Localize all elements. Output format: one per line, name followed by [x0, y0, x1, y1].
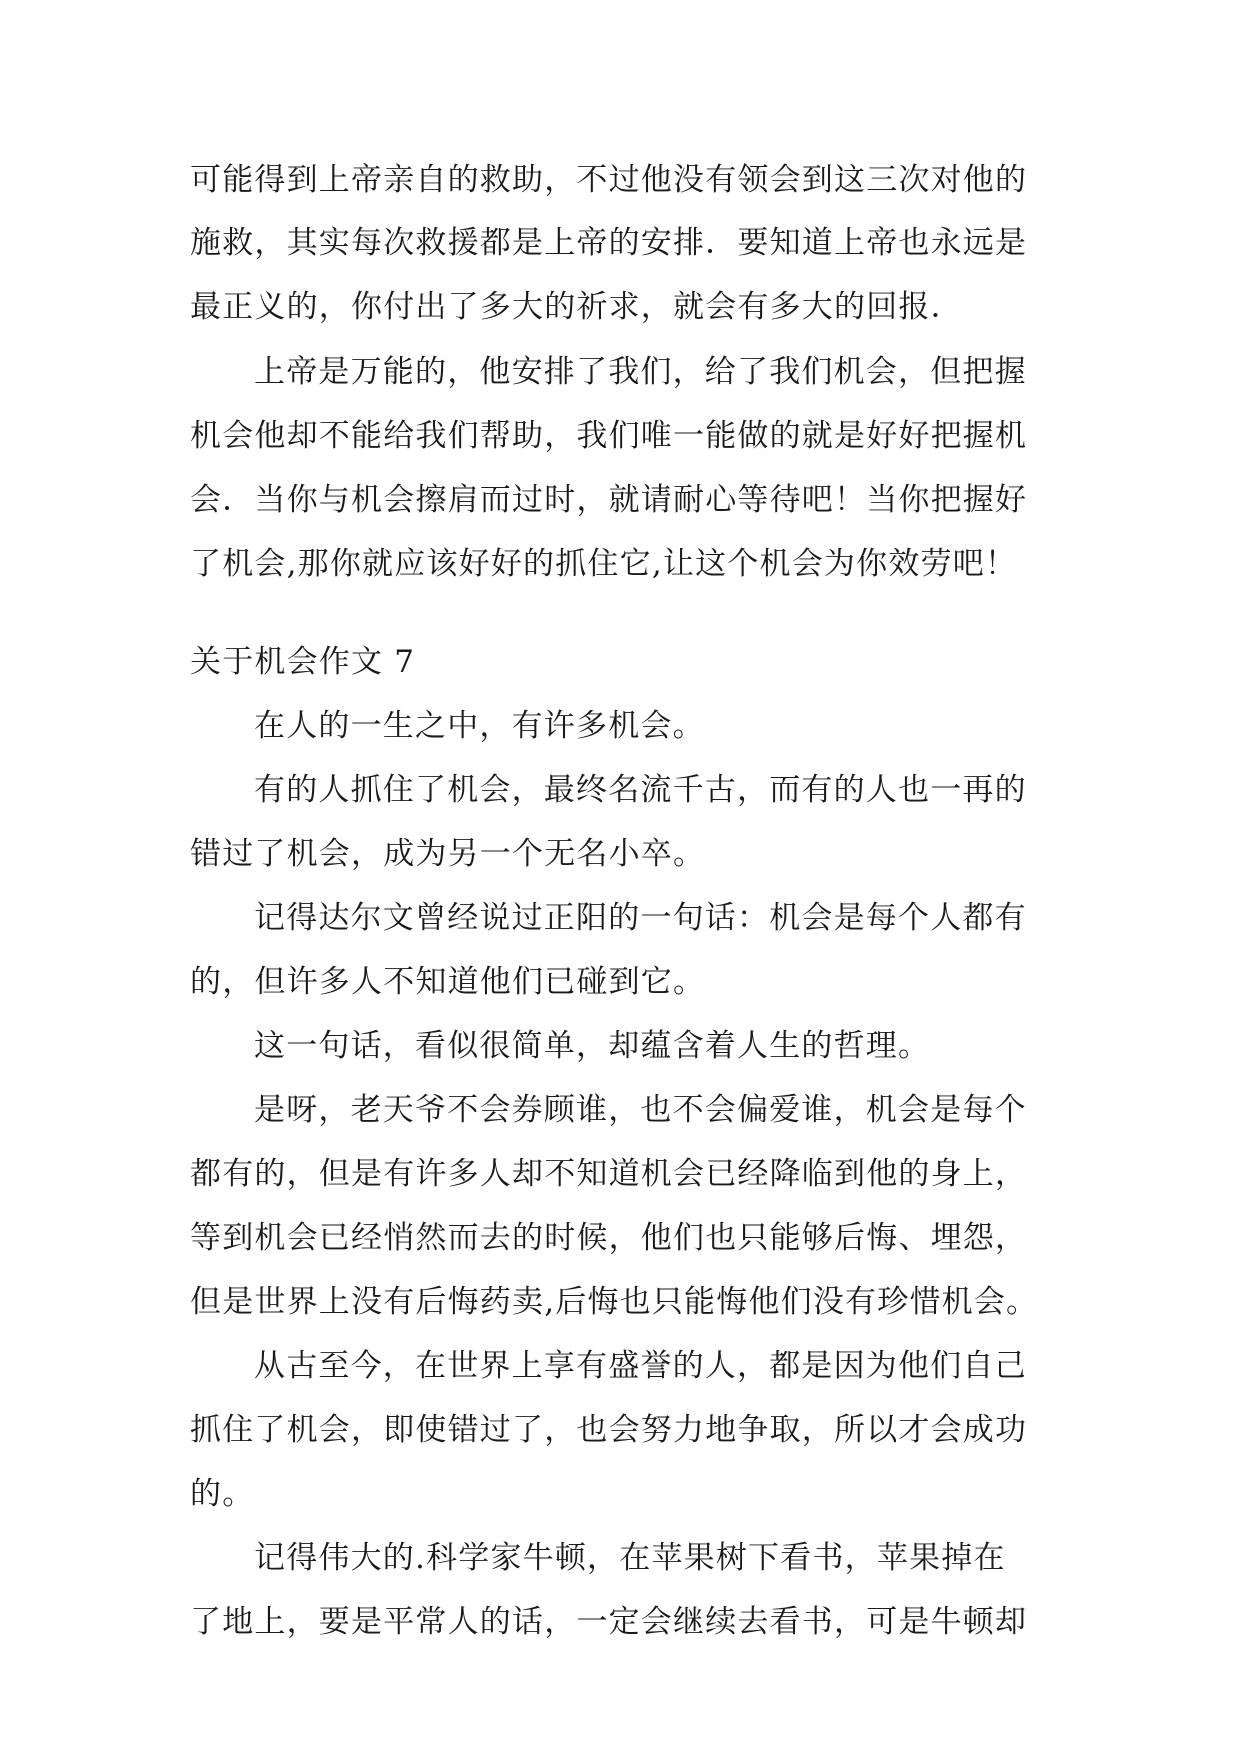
text-line: 会．当你与机会擦肩而过时，就请耐心等待吧！当你把握好: [190, 482, 1028, 518]
text-line: 的。: [190, 1476, 255, 1512]
text-line: 了机会,那你就应该好好的抓住它,让这个机会为你效劳吧！: [190, 546, 1018, 582]
paragraph-first-line: 记得达尔文曾经说过正阳的一句话：机会是每个人都有: [254, 900, 1027, 936]
text-line: 但是世界上没有后悔药卖,后悔也只能悔他们没有珍惜机会。: [190, 1284, 1039, 1320]
section-heading: 关于机会作文 7: [190, 644, 416, 680]
text-line: 最正义的，你付出了多大的祈求，就会有多大的回报．: [190, 289, 963, 325]
text-line: 都有的，但是有许多人却不知道机会已经降临到他的身上，: [190, 1156, 1028, 1192]
paragraph-first-line: 从古至今，在世界上享有盛誉的人，都是因为他们自己: [254, 1348, 1027, 1384]
paragraph-first-line: 是呀，老天爷不会券顾谁，也不会偏爱谁，机会是每个: [254, 1092, 1027, 1128]
paragraph-first-line: 这一句话，看似很简单，却蕴含着人生的哲理。: [254, 1028, 931, 1064]
text-line: 了地上，要是平常人的话，一定会继续去看书，可是牛顿却: [190, 1604, 1028, 1640]
text-line: 机会他却不能给我们帮助，我们唯一能做的就是好好把握机: [190, 418, 1028, 454]
text-line: 抓住了机会，即使错过了，也会努力地争取，所以才会成功: [190, 1412, 1028, 1448]
text-line: 施救，其实每次救援都是上帝的安排．要知道上帝也永远是: [190, 225, 1028, 261]
paragraph-first-line: 在人的一生之中，有许多机会。: [254, 708, 705, 744]
text-line: 等到机会已经悄然而去的时候，他们也只能够后悔、埋怨，: [190, 1220, 1028, 1256]
paragraph-first-line: 记得伟大的.科学家牛顿，在苹果树下看书，苹果掉在: [254, 1540, 1006, 1576]
text-line: 错过了机会，成为另一个无名小卒。: [190, 836, 706, 872]
paragraph-first-line: 上帝是万能的，他安排了我们，给了我们机会，但把握: [254, 354, 1027, 390]
text-line: 的，但许多人不知道他们已碰到它。: [190, 964, 706, 1000]
text-line: 可能得到上帝亲自的救助，不过他没有领会到这三次对他的: [190, 162, 1028, 198]
paragraph-first-line: 有的人抓住了机会，最终名流千古，而有的人也一再的: [254, 772, 1027, 808]
